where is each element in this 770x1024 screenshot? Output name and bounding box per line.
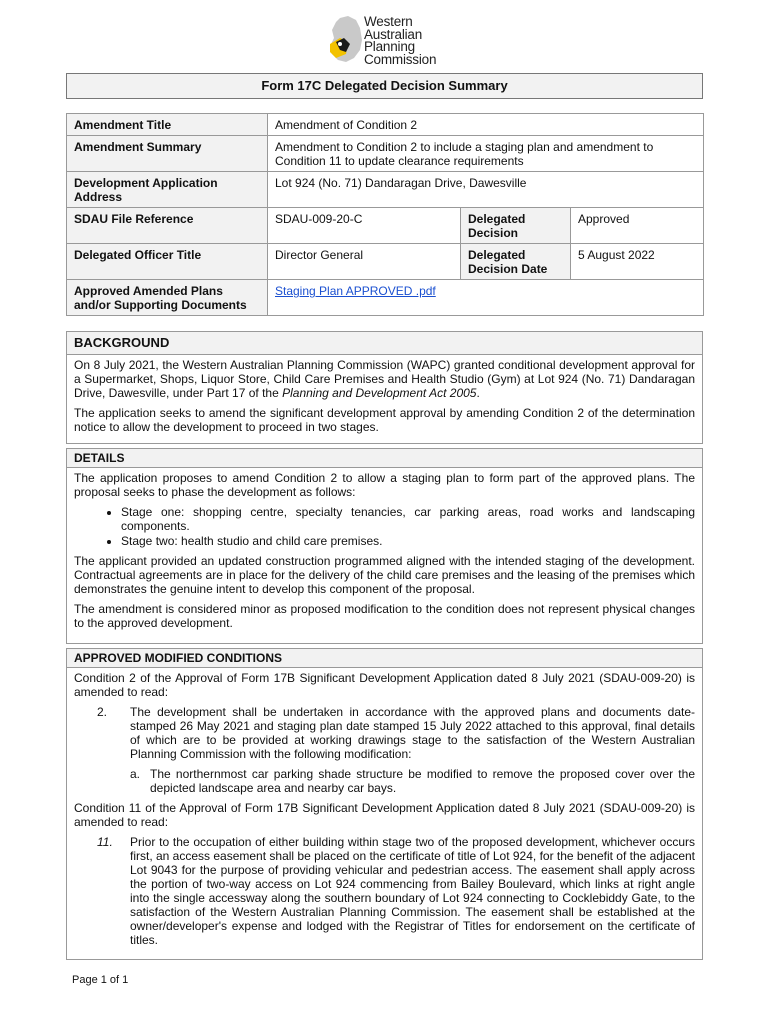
background-body <box>67 355 702 440</box>
condition-2-number: 2. <box>97 705 108 719</box>
details-paragraph-3: The amendment is considered minor as proposed modification to the condition does not represent physical changes to the approved development. <box>74 602 695 630</box>
details-paragraph-1: The application proposes to amend Condition 2 to allow a staging plan to form part of the approved plans. The proposal seeks to phase the development as follows: <box>74 471 695 499</box>
logo-wordmark <box>364 16 436 66</box>
amendment-title-label: Amendment Title <box>67 114 268 136</box>
logo-line-2: Australian <box>364 26 423 42</box>
condition-11-text: Prior to the occupation of either building within stage two of the proposed development, whichever occurs first, an access easement shall be placed on the certificate of title of Lot 924, for the benefit of the adjacent Lot 9043 for the purpose of providing vehicular and pedestrian access. The easement shall apply across the portion of two-way access on Lot 924 commencing from Bailey Boulevard, which links at right angle into the single accessway along the southern boundary of Lot 924 connecting to Cocklebiddy Gate, to the satisfaction of the Western Australian Planning Commission. The easement shall be established at the owner/developer's expense and lodged with the Registrar of Titles for endorsement on the certificate of titles. <box>130 835 696 947</box>
decision-label: Delegated Decision <box>461 208 571 244</box>
logo-line-4: Commission <box>364 51 437 67</box>
form-title: Form 17C Delegated Decision Summary <box>66 73 703 99</box>
details-paragraph-2: The applicant provided an updated construction programmed aligned with the intended staging of the development. Contractual agreements are in place for the delivery of the child care premises and the leasing of the premises which demonstrates the genuine intent to develop this component of the proposal. <box>74 554 695 596</box>
summary-table <box>66 113 704 316</box>
amendment-summary-label: Amendment Summary <box>67 136 268 172</box>
plans-label: Approved Amended Plans and/or Supporting Documents <box>67 280 268 316</box>
background-paragraph-1: On 8 July 2021, the Western Australian Planning Commission (WAPC) granted conditional development approval for a Supermarket, Shops, Liquor Store, Child Care Premises and Health Studio (Gym) at Lot 924 (No. 71) Dandaragan Drive, Dawesville, under Part 17 of the Planning and Development Act 2005. <box>74 358 695 400</box>
officer-label: Delegated Officer Title <box>67 244 268 280</box>
background-section <box>66 331 703 444</box>
row-officer <box>67 244 704 280</box>
list-item: • Stage one: shopping centre, specialty tenancies, car parking areas, road works and landscaping components. <box>121 505 695 533</box>
details-section <box>66 448 703 644</box>
plans-value <box>268 280 704 316</box>
row-sdau <box>67 208 704 244</box>
officer-value: Director General <box>268 244 461 280</box>
amendment-title-value: Amendment of Condition 2 <box>268 114 704 136</box>
wa-map-icon <box>326 14 366 66</box>
condition-2 <box>74 705 695 761</box>
decision-value: Approved <box>571 208 704 244</box>
condition-11-intro: Condition 11 of the Approval of Form 17B Significant Development Application dated 8 July 2021 (SDAU-009-20) is amended to read: <box>74 801 695 829</box>
condition-11 <box>74 835 695 947</box>
conditions-body <box>67 668 702 957</box>
decision-date-value: 5 August 2022 <box>571 244 704 280</box>
sdau-value: SDAU-009-20-C <box>268 208 461 244</box>
condition-2a-number: a. <box>130 767 141 781</box>
row-amendment-title <box>67 114 704 136</box>
conditions-heading: APPROVED MODIFIED CONDITIONS <box>67 649 702 668</box>
logo-line-1: Western <box>364 14 413 29</box>
row-address <box>67 172 704 208</box>
decision-date-label: Delegated Decision Date <box>461 244 571 280</box>
row-amendment-summary <box>67 136 704 172</box>
address-value: Lot 924 (No. 71) Dandaragan Drive, Dawesville <box>268 172 704 208</box>
row-plans <box>67 280 704 316</box>
details-heading: DETAILS <box>67 449 702 468</box>
details-body <box>67 468 702 636</box>
act-title: Planning and Development Act 2005 <box>282 386 477 400</box>
staging-plan-link[interactable]: Staging Plan APPROVED .pdf <box>275 284 436 298</box>
sdau-label: SDAU File Reference <box>67 208 268 244</box>
conditions-section <box>66 648 703 960</box>
background-heading: BACKGROUND <box>67 332 702 355</box>
stages-list <box>74 505 695 548</box>
wapc-logo <box>326 14 456 66</box>
condition-2a <box>74 767 695 795</box>
condition-11-number: 11. <box>97 835 113 849</box>
page-number: Page 1 of 1 <box>72 974 129 986</box>
address-label: Development Application Address <box>67 172 268 208</box>
list-item: • Stage two: health studio and child care premises. <box>121 534 695 548</box>
condition-2-intro: Condition 2 of the Approval of Form 17B Significant Development Application dated 8 July 2021 (SDAU-009-20) is amended to read: <box>74 671 695 699</box>
condition-2-text: The development shall be undertaken in accordance with the approved plans and documents date-stamped 26 May 2021 and staging plan date stamped 15 July 2022 attached to this approval, final details of which are to be provided at working drawings stage to the satisfaction of the Western Australian Planning Commission with the following modification: <box>130 705 695 761</box>
condition-2a-text: The northernmost car parking shade structure be modified to remove the proposed cover over the depicted landscape area and nearby car bays. <box>150 767 695 795</box>
background-paragraph-2: The application seeks to amend the significant development approval by amending Condition 2 of the determination notice to allow the development to proceed in two stages. <box>74 406 695 434</box>
logo-line-3: Planning <box>364 39 415 54</box>
amendment-summary-value: Amendment to Condition 2 to include a staging plan and amendment to Condition 11 to update clearance requirements <box>268 136 704 172</box>
